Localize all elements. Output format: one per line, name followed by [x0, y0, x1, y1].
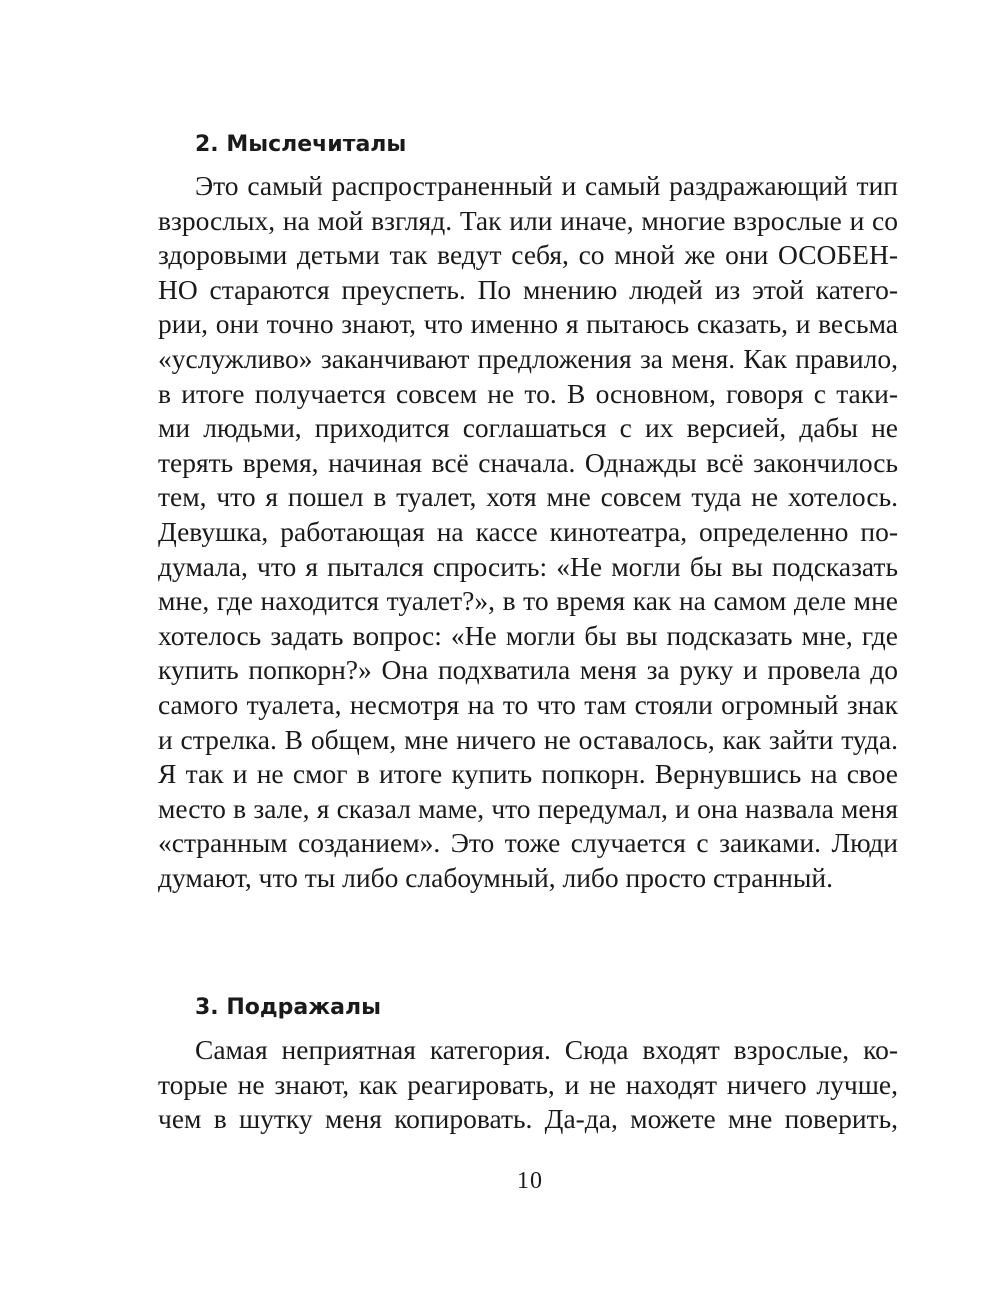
text-line: терять время, начиная всё сначала. Однажды всё закончилось	[158, 446, 898, 478]
text-line: Самая неприятная категория. Сюда входят взрослые, ко-	[195, 1034, 898, 1065]
text-line: здоровыми детьми так ведут себя, со мной же они ОСОБЕН-	[158, 239, 898, 271]
text-line: взрослых, на мой взгляд. Так или иначе, многие взрослые и со	[158, 204, 898, 236]
text-line: торые не знают, как реагировать, и не находят ничего лучше,	[158, 1068, 898, 1100]
text-line: и стрелка. В общем, мне ничего не оставалось, как зайти туда.	[158, 723, 898, 755]
text-line: в итоге получается совсем не то. В основном, говоря с таки-	[158, 377, 898, 409]
text-line: «услужливо» заканчивают предложения за меня. Как правило,	[158, 342, 898, 374]
text-line: место в зале, я сказал маме, что передумал, и она назвала меня	[158, 792, 898, 824]
paragraph-imitators	[158, 1033, 898, 1137]
text-line: самого туалета, несмотря на то что там стояли огромный знак	[158, 688, 898, 720]
text-line: «странным созданием». Это тоже случается с заиками. Люди	[158, 827, 898, 859]
page-number: 10	[517, 1168, 543, 1194]
text-line: хотелось задать вопрос: «Не могли бы вы подсказать мне, где	[158, 619, 898, 651]
text-line: купить попкорн?» Она подхватила меня за руку и провела до	[158, 654, 898, 686]
text-line: думала, что я пытался спросить: «Не могли бы вы подсказать	[158, 550, 898, 582]
text-line: Девушка, работающая на кассе кинотеатра, определенно по-	[158, 515, 898, 547]
text-line: ми людьми, приходится соглашаться с их версией, дабы не	[158, 412, 898, 444]
text-line: Я так и не смог в итоге купить попкорн. Вернувшись на свое	[158, 758, 898, 790]
text-line: Это самый распространенный и самый раздражающий тип	[195, 170, 898, 201]
text-line: думают, что ты либо слабоумный, либо просто странный.	[158, 861, 833, 893]
paragraph-mind-readers	[158, 169, 898, 895]
section-heading-mind-readers: 2. Мыслечиталы	[195, 132, 407, 157]
section-heading-imitators: 3. Подражалы	[195, 995, 381, 1020]
text-line: тем, что я пошел в туалет, хотя мне совсем туда не хотелось.	[158, 481, 898, 513]
text-line: НО стараются преуспеть. По мнению людей из этой катего-	[158, 273, 898, 305]
text-line: рии, они точно знают, что именно я пытаюсь сказать, и весьма	[158, 308, 898, 340]
text-line: мне, где находится туалет?», в то время как на самом деле мне	[158, 585, 898, 617]
text-line: чем в шутку меня копировать. Да-да, можете мне поверить,	[158, 1103, 898, 1135]
